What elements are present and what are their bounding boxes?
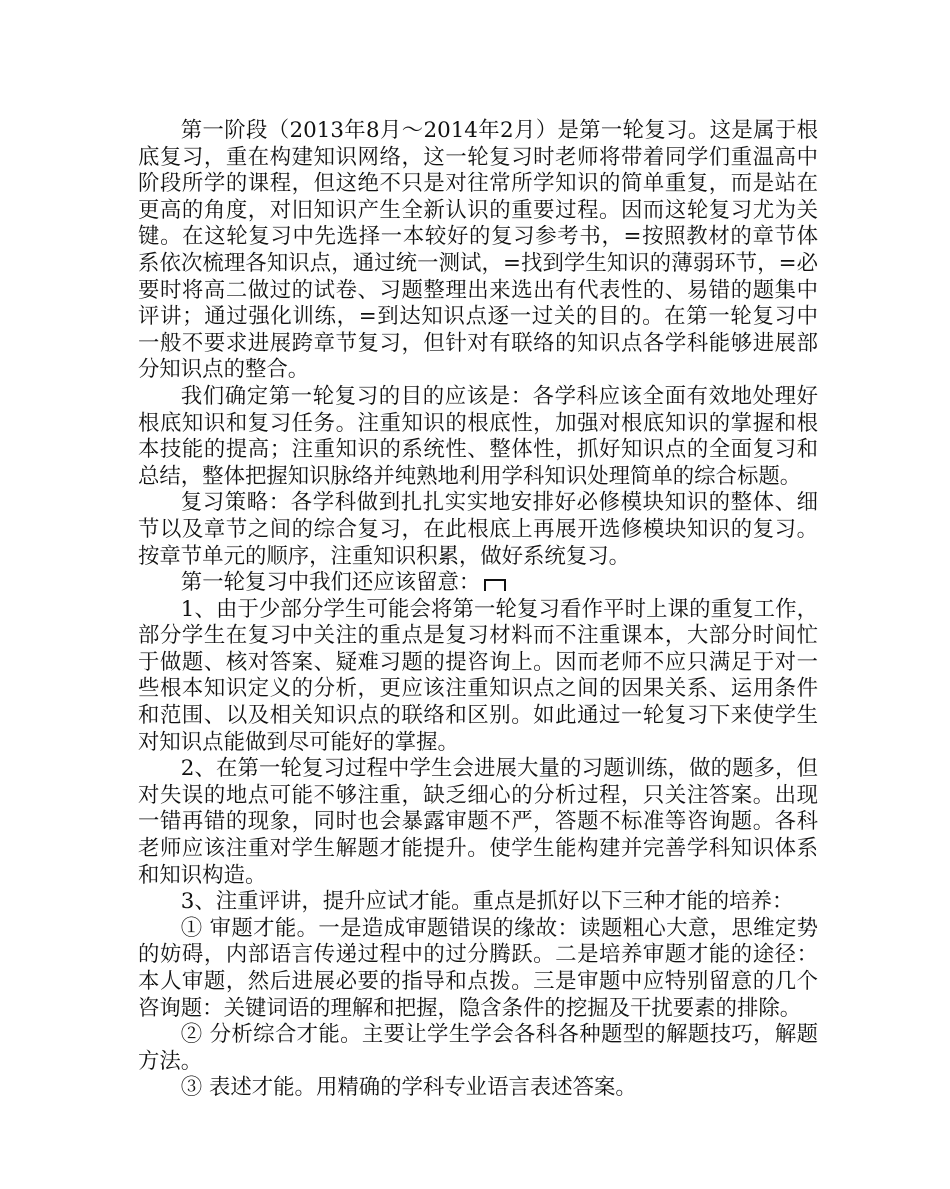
paragraph-attention-heading: [138, 570, 818, 597]
paragraph-review-strategy: 复习策略：各学科做到扎扎实实地安排好必修模块知识的整体、细节以及章节之间的综合复习，在此根底上再展开选修模块知识的复习。按章节单元的顺序，注重知识积累，做好系统复习。: [138, 490, 818, 569]
paragraph-first-round-review: 第一阶段（2013年8月～2014年2月）是第一轮复习。这是属于根底复习，重在构建知识网络，这一轮复习时老师将带着同学们重温高中阶段所学的课程，但这绝不只是对往常所学知识的简单重复，而是站在更高的角度，对旧知识产生全新认识的重要过程。因而这轮复习尤为关键。在这轮复习中先选择一本较好的复习参考书，=按照教材的章节体系依次梳理各知识点，通过统一测试，=找到学生知识的薄弱环节，=必要时将高二做过的试卷、习题整理出来选出有代表性的、易错的题集中评讲；通过强化训练，=到达知识点逐一过关的目的。在第一轮复习中一般不要求进展跨章节复习，但针对有联络的知识点各学科能够进展部分知识点的整合。: [138, 118, 818, 383]
paragraph-review-goal: 我们确定第一轮复习的目的应该是：各学科应该全面有效地处理好根底知识和复习任务。注重知识的根底性，加强对根底知识的掌握和根本技能的提高；注重知识的系统性、整体性，抓好知识点的全面复习和总结，整体把握知识脉络并纯熟地利用学科知识处理简单的综合标题。: [138, 383, 818, 489]
bracket-mark-icon: [484, 579, 506, 591]
attention-heading-text: 第一轮复习中我们还应该留意：: [180, 570, 481, 596]
paragraph-skill-analysis: ② 分析综合才能。主要让学生学会各科各种题型的解题技巧，解题方法。: [138, 1022, 818, 1074]
paragraph-skill-expression: ③ 表述才能。用精确的学科专业语言表述答案。: [180, 1075, 637, 1101]
paragraph-skill-reading: ① 审题才能。一是造成审题错误的缘故：读题粗心大意，思维定势的妨碍，内部语言传递过程中的过分腾跃。二是培养审题才能的途径：本人审题，然后进展必要的指导和点拨。三是审题中应特别留意的几个咨询题：关键词语的理解和把握，隐含条件的挖掘及干扰要素的排除。: [138, 915, 818, 1021]
paragraph-point-1: 1、由于少部分学生可能会将第一轮复习看作平时上课的重复工作，部分学生在复习中关注的重点是复习材料而不注重课本，大部分时间忙于做题、核对答案、疑难习题的提咨询上。因而老师不应只满足于对一些根本知识定义的分析，更应该注重知识点之间的因果关系、运用条件和范围、以及相关知识点的联络和区别。如此通过一轮复习下来使学生对知识点能做到尽可能好的掌握。: [138, 596, 818, 755]
paragraph-point-2: 2、在第一轮复习过程中学生会进展大量的习题训练，做的题多，但对失误的地点可能不够注重，缺乏细心的分析过程，只关注答案。出现一错再错的现象，同时也会暴露审题不严，答题不标准等咨询题。各科老师应该注重对学生解题才能提升。使学生能构建并完善学科知识体系和知识构造。: [138, 756, 818, 888]
document-body: [138, 118, 818, 1102]
paragraph-point-3: 3、注重评讲，提升应试才能。重点是抓好以下三种才能的培养：: [180, 889, 794, 915]
